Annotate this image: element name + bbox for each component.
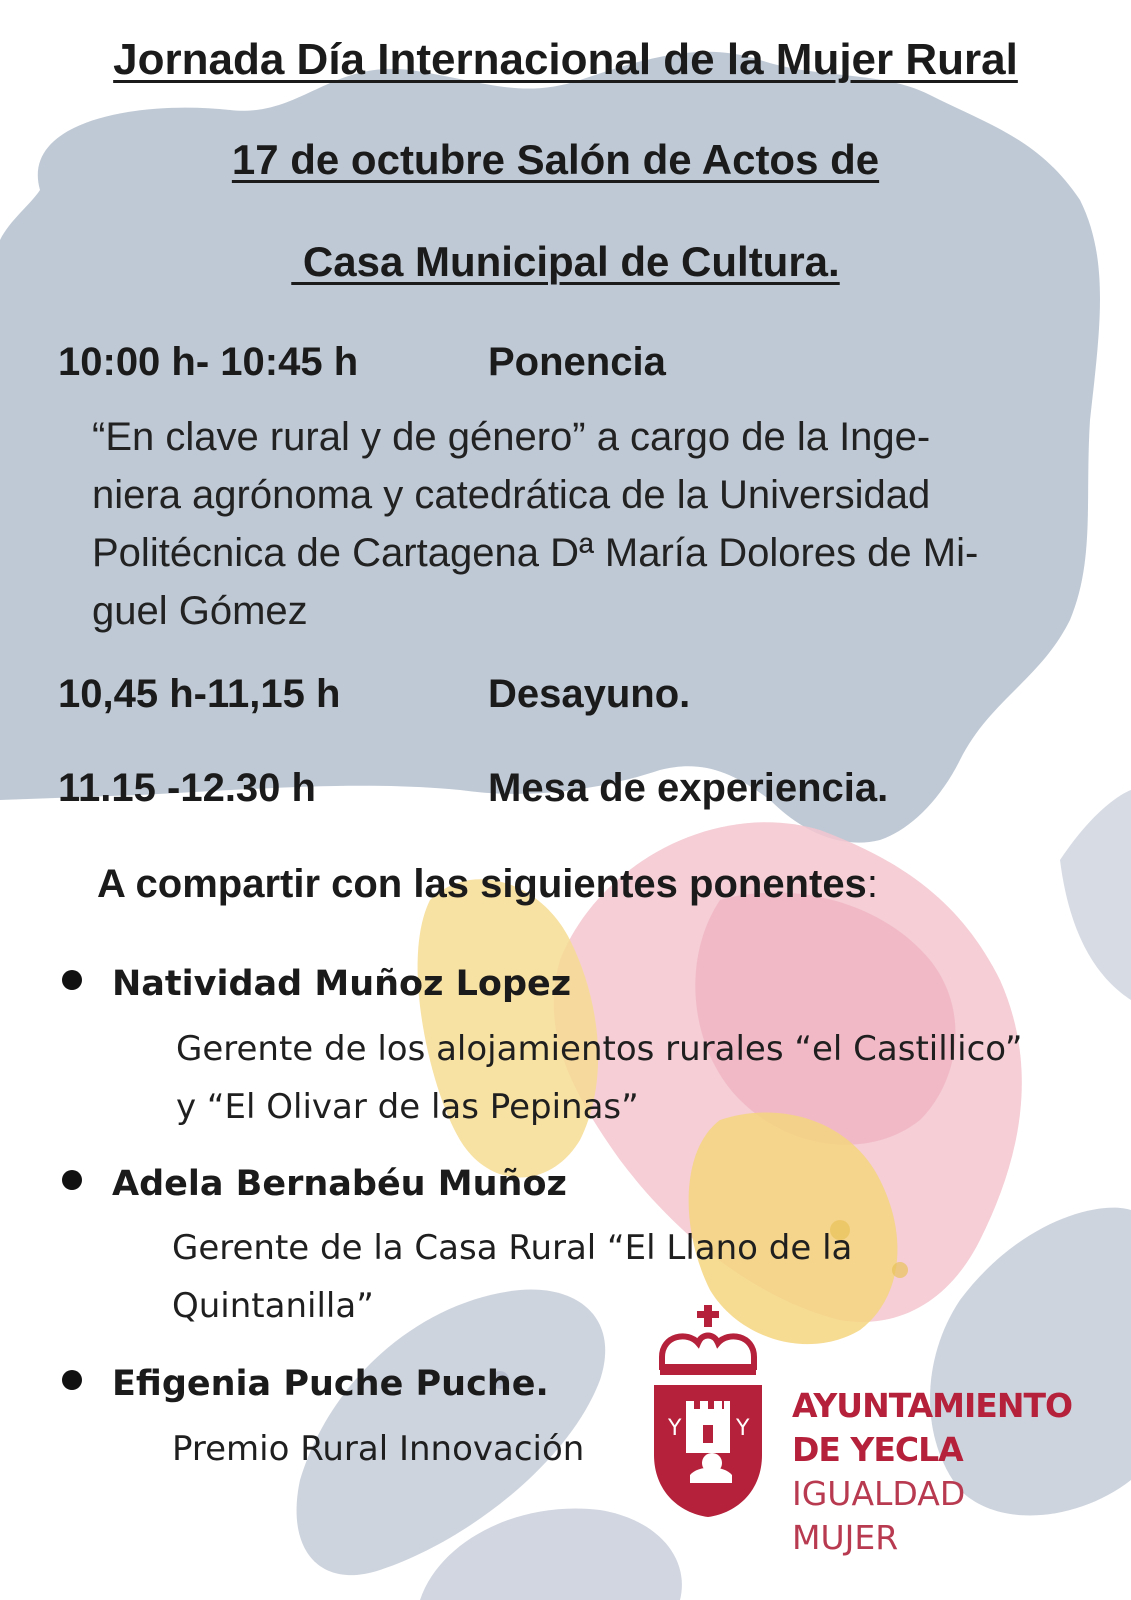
logo-line-2: DE YECLA (792, 1430, 963, 1469)
schedule-time-2: 10,45 h-11,15 h (58, 672, 341, 716)
event-date-venue-text: 17 de octubre Salón de Actos de (231, 136, 880, 183)
logo-line-4: MUJER (792, 1518, 899, 1557)
speaker-role-line: Premio Rural Innovación (172, 1429, 585, 1469)
talk-description (92, 408, 1102, 640)
schedule-time-1: 10:00 h- 10:45 h (58, 340, 359, 384)
speaker-role-line: Quintanilla” (172, 1286, 374, 1326)
event-venue-text: Casa Municipal de Cultura. (291, 238, 840, 285)
speakers-intro-text: A compartir con las siguientes ponentes (97, 862, 867, 906)
talk-description-line: niera agrónoma y catedrática de la Universidad (92, 473, 931, 517)
crest-letter-left: Y (668, 1416, 682, 1441)
speaker-role-3 (172, 1420, 584, 1478)
schedule-time-3: 11.15 -12.30 h (58, 766, 316, 810)
logo-line-1: AYUNTAMIENTO (792, 1386, 1073, 1425)
talk-description-line: Politécnica de Cartagena Dª María Dolores de Mi- (92, 531, 979, 575)
talk-description-line: “En clave rural y de género” a cargo de la Inge- (92, 415, 931, 459)
speakers-intro-colon: : (866, 862, 878, 906)
schedule-label-3: Mesa de experiencia. (488, 766, 889, 810)
crest-letter-right: Y (736, 1416, 750, 1441)
event-title-text: Jornada Día Internacional de la Mujer Rural (113, 35, 1018, 84)
bullet-icon (62, 1370, 82, 1390)
speaker-role-1 (176, 1020, 1022, 1136)
speakers-intro (97, 860, 878, 908)
event-venue (0, 236, 1131, 288)
logo-line-3: IGUALDAD (792, 1474, 966, 1513)
speaker-role-line: Gerente de los alojamientos rurales “el Castillico” (176, 1029, 1023, 1069)
event-title (0, 34, 1131, 86)
crest-logo-icon (648, 1305, 768, 1520)
speaker-name-1: Natividad Muñoz Lopez (112, 964, 572, 1004)
speaker-name-3: Efigenia Puche Puche. (112, 1364, 549, 1404)
event-date-venue (0, 134, 1121, 186)
speaker-name-2: Adela Bernabéu Muñoz (112, 1164, 567, 1204)
organization-logo-text (792, 1384, 1072, 1560)
bullet-icon (62, 970, 82, 990)
speaker-role-line: y “El Olivar de las Pepinas” (176, 1087, 639, 1127)
talk-description-line: guel Gómez (92, 589, 308, 633)
schedule-label-1: Ponencia (488, 340, 666, 384)
speaker-role-line: Gerente de la Casa Rural “El Llano de la (172, 1228, 853, 1268)
bullet-icon (62, 1170, 82, 1190)
schedule-label-2: Desayuno. (488, 672, 691, 716)
